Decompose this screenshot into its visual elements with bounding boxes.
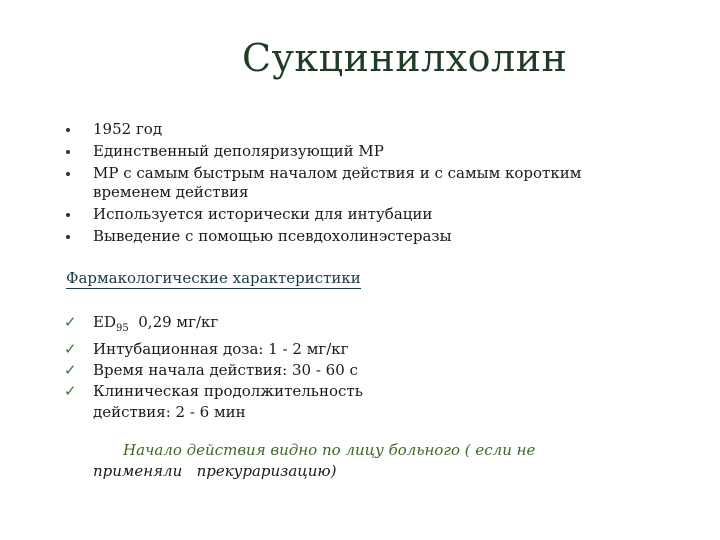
bullet-text: Используется исторически для интубации	[93, 205, 433, 223]
bullet-text: Единственный деполяризующий МР	[93, 142, 384, 160]
checkmark-icon: ✓	[64, 340, 77, 358]
bullet-text: МР с самым быстрым началом действия и с самым коротким временем действия	[93, 164, 582, 201]
list-item	[60, 381, 660, 402]
list-item	[60, 312, 660, 339]
note-rest: применяли прекураризацию)	[93, 462, 337, 480]
checkmark-icon: ✓	[64, 313, 77, 331]
duration-line1: Клиническая продолжительность	[93, 382, 363, 400]
bullet-icon	[66, 235, 70, 239]
onset-time: Время начала действия: 30 - 60 с	[93, 361, 358, 379]
note	[93, 440, 653, 482]
checkmark-icon: ✓	[64, 382, 77, 400]
list-item	[60, 164, 660, 202]
section-title: Фармакологические характеристики	[66, 269, 361, 287]
ed-value: 0,29 мг/кг	[128, 313, 219, 331]
ed-subscript: 95	[115, 323, 129, 334]
note-lead: Начало действия видно по лицу больного ( если не	[123, 441, 536, 459]
list-item	[60, 120, 660, 139]
bullet-text: Выведение с помощью псевдохолинэстеразы	[93, 227, 452, 245]
list-item	[60, 227, 660, 246]
ed-label: ED	[93, 313, 116, 331]
bullet-icon	[66, 213, 70, 217]
list-item	[60, 339, 660, 360]
duration-line2: действия: 2 - 6 мин	[93, 403, 246, 421]
bullet-icon	[66, 172, 70, 176]
bullet-icon	[66, 128, 70, 132]
slide-title: Сукцинилхолин	[242, 36, 568, 80]
intubation-dose: Интубационная доза: 1 - 2 мг/кг	[93, 340, 349, 358]
list-item	[60, 205, 660, 224]
check-list	[60, 312, 660, 423]
checkmark-icon: ✓	[64, 361, 77, 379]
list-item	[60, 142, 660, 161]
bullet-icon	[66, 150, 70, 154]
list-item	[60, 360, 660, 381]
bullet-text: 1952 год	[93, 120, 163, 138]
list-item	[60, 402, 660, 423]
bullet-list	[60, 120, 660, 249]
